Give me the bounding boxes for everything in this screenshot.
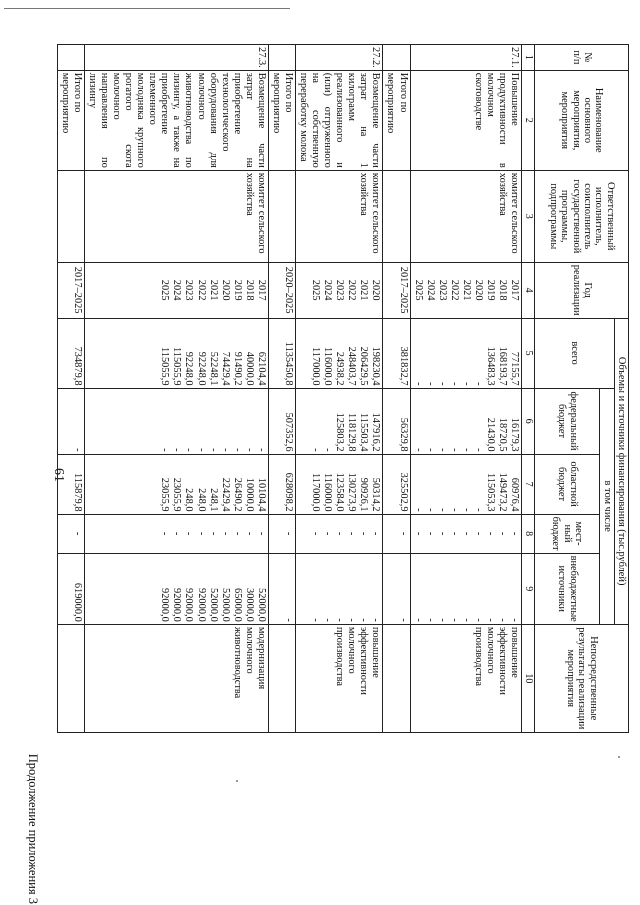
expected-result: повышение эффективности молочного производства <box>296 624 383 732</box>
federal-amount-value: 16179,3 <box>509 417 521 452</box>
federal-amount-value: - <box>159 448 171 452</box>
year-value: 2019 <box>485 279 496 301</box>
extrabudget-amount-value: 92000,0 <box>183 588 195 622</box>
total-amount-value: 62104,4 <box>255 351 267 386</box>
total-amount <box>410 318 522 388</box>
federal-amount-value: - <box>310 448 322 452</box>
federal-amount <box>84 388 268 454</box>
grand-extrabudget: 619000,0 <box>57 553 84 624</box>
expected-result: повышение эффективности молочного производства <box>410 624 522 732</box>
responsible-executor: комитет сельского хозяйства <box>84 170 268 262</box>
local-amount-value: - <box>509 531 521 536</box>
local-amount-value: - <box>195 531 207 536</box>
federal-amount-value: - <box>424 448 436 452</box>
page-number: 61 <box>51 468 66 482</box>
local-amount-value: - <box>370 531 382 536</box>
table-row <box>296 45 383 733</box>
year-value: 2025 <box>159 279 171 301</box>
regional-amount <box>410 454 522 514</box>
extrabudget-amount-value: 92000,0 <box>171 588 183 622</box>
local-amount-value: - <box>497 531 509 536</box>
regional-amount <box>296 454 383 514</box>
column-number: 6 <box>522 388 535 454</box>
regional-amount-value: 60976,4 <box>509 477 521 512</box>
header-name: Наименование основного мероприятия, мероприятия <box>535 70 629 170</box>
extrabudget-amount-value: - <box>509 618 521 622</box>
regional-amount-value: 115053,3 <box>485 472 496 512</box>
year-value: 2023 <box>183 279 195 301</box>
federal-amount-value: 115503,4 <box>358 412 370 452</box>
header-extrabudget: внебюджетные источники <box>535 553 600 624</box>
year-value: 2022 <box>448 279 460 301</box>
regional-amount <box>84 454 268 514</box>
regional-amount-value: 149473,2 <box>497 472 509 512</box>
grand-regional: 628098,2 <box>268 454 295 514</box>
regional-amount-value: - <box>412 508 424 512</box>
column-number: 9 <box>522 553 535 624</box>
federal-amount-value: 147916,2 <box>370 412 382 452</box>
header-including: в том числе <box>600 388 614 624</box>
header-local: мест-ный бюджет <box>535 514 600 553</box>
expected-result <box>383 624 410 732</box>
regional-amount-value: 248,1 <box>207 488 219 512</box>
header-results: Непосредственные результаты реализации мероприятия <box>535 624 629 732</box>
year-value: 2020 <box>370 279 382 301</box>
continuation-label: Продолжение приложения 3 <box>26 753 40 904</box>
total-amount-value: 116000,0 <box>322 346 334 386</box>
federal-amount-value: - <box>448 448 460 452</box>
responsible-executor <box>268 170 295 262</box>
expected-result: модернизация молочного животноводства <box>84 624 268 732</box>
federal-amount-value: - <box>219 448 231 452</box>
local-amount-value: - <box>358 531 370 536</box>
extrabudget-amount-value: - <box>412 618 424 622</box>
year-value: 2017 <box>509 279 521 301</box>
grand-federal: 56329,8 <box>383 388 410 454</box>
federal-amount-value: - <box>322 448 334 452</box>
extrabudget-amount-value: - <box>310 618 322 622</box>
local-amount-value: - <box>346 531 358 536</box>
regional-amount-value: 123584,0 <box>334 472 346 512</box>
regional-amount-value: 50314,2 <box>370 477 382 512</box>
regional-amount-value: 23055,9 <box>171 477 183 512</box>
header-year: Год реализации <box>535 262 629 318</box>
scan-edge-line <box>4 8 290 9</box>
regional-amount-value: 23055,9 <box>159 477 171 512</box>
total-amount-value: - <box>424 382 436 386</box>
row-number <box>268 45 295 71</box>
grand-local: - <box>57 514 84 553</box>
local-amount-value: - <box>412 531 424 536</box>
extrabudget-amount-value: 30000,0 <box>243 588 255 622</box>
total-amount-value: - <box>448 382 460 386</box>
total-amount-value: 168193,7 <box>497 346 509 386</box>
column-number: 5 <box>522 318 535 388</box>
extrabudget-amount-value: - <box>448 618 460 622</box>
local-amount-value: - <box>159 531 171 536</box>
extrabudget-amount-value: - <box>322 618 334 622</box>
header-total: всего <box>535 318 614 388</box>
extrabudget-amount-value: 52000,0 <box>219 588 231 622</box>
column-number: 2 <box>522 70 535 170</box>
year-value: 2024 <box>322 279 334 301</box>
total-amount-value: - <box>412 382 424 386</box>
year-value: 2017 <box>255 279 267 301</box>
total-amount-value: - <box>472 382 484 386</box>
regional-amount-value: 90926,1 <box>358 477 370 512</box>
federal-amount-value: - <box>436 448 448 452</box>
local-amount-value: - <box>310 531 322 536</box>
year <box>410 262 522 318</box>
grand-total: 381832,7 <box>383 318 410 388</box>
local-amount-value: - <box>183 531 195 536</box>
extrabudget-amount-value: - <box>472 618 484 622</box>
total-row <box>57 45 84 733</box>
regional-amount-value: - <box>436 508 448 512</box>
regional-amount-value: 117000,0 <box>310 472 322 512</box>
row-number <box>57 45 84 71</box>
column-number: 7 <box>522 454 535 514</box>
federal-amount-value: - <box>243 448 255 452</box>
grand-federal: - <box>57 388 84 454</box>
grand-extrabudget: - <box>383 553 410 624</box>
grand-total: 1135450,8 <box>268 318 295 388</box>
federal-amount-value: - <box>195 448 207 452</box>
total-amount-value: 91490,2 <box>231 351 243 386</box>
responsible-executor <box>57 170 84 262</box>
regional-amount-value: - <box>424 508 436 512</box>
extrabudget-amount-value: 52000,0 <box>255 588 267 622</box>
total-amount-value: - <box>460 382 472 386</box>
regional-amount-value: 248,0 <box>195 488 207 512</box>
year-value: 2022 <box>346 279 358 301</box>
local-amount-value: - <box>219 531 231 536</box>
grand-local: - <box>268 514 295 553</box>
extrabudget-amount-value: 65000,0 <box>231 588 243 622</box>
extrabudget-amount-value: - <box>334 618 346 622</box>
row-number <box>383 45 410 71</box>
year <box>296 262 383 318</box>
grand-extrabudget: - <box>268 553 295 624</box>
row-number: 27.1. <box>410 45 522 71</box>
local-amount-value: - <box>322 531 334 536</box>
year-value: 2025 <box>310 279 322 301</box>
total-row <box>383 45 410 733</box>
total-amount-value: 52248,1 <box>207 351 219 386</box>
year-value: 2024 <box>171 279 183 301</box>
extrabudget-amount-value: 52000,0 <box>207 588 219 622</box>
total-amount <box>296 318 383 388</box>
local-amount-value: - <box>231 531 243 536</box>
total-amount-value: 198230,4 <box>370 346 382 386</box>
total-label: Итого по мероприятию <box>57 70 84 170</box>
federal-amount-value: - <box>412 448 424 452</box>
federal-amount-value: - <box>231 448 243 452</box>
expected-result <box>57 624 84 732</box>
column-number: 4 <box>522 262 535 318</box>
year-value: 2018 <box>243 279 255 301</box>
extrabudget-amount-value: 92000,0 <box>195 588 207 622</box>
total-amount-value: 115055,9 <box>171 346 183 386</box>
local-amount-value: - <box>460 531 472 536</box>
extrabudget-amount-value: - <box>346 618 358 622</box>
regional-amount-value: - <box>460 508 472 512</box>
total-label: Итого по мероприятию <box>268 70 295 170</box>
row-number: 27.3. <box>84 45 268 71</box>
regional-amount-value: - <box>448 508 460 512</box>
grand-federal: 507352,6 <box>268 388 295 454</box>
total-amount-value: 248403,7 <box>346 346 358 386</box>
activity-name: Повышение продуктивности в молочном скотоводстве <box>410 70 522 170</box>
year-value: 2018 <box>497 279 509 301</box>
total-label: Итого по мероприятию <box>383 70 410 170</box>
federal-amount-value: - <box>460 448 472 452</box>
year-value: 2019 <box>231 279 243 301</box>
grand-regional: 325502,9 <box>383 454 410 514</box>
extrabudget-amount-value: - <box>497 618 509 622</box>
year-value: 2022 <box>195 279 207 301</box>
total-years: 2020–2025 <box>268 262 295 318</box>
regional-amount-value: 26490,2 <box>231 477 243 512</box>
table-body <box>57 45 521 733</box>
local-amount <box>84 514 268 553</box>
year-value: 2025 <box>412 279 424 301</box>
federal-amount-value: 21430,0 <box>485 417 496 452</box>
year-value: 2021 <box>460 279 472 301</box>
grand-local: - <box>383 514 410 553</box>
extrabudget-amount-value: - <box>436 618 448 622</box>
extrabudget-amount-value: - <box>370 618 382 622</box>
local-amount-value: - <box>207 531 219 536</box>
total-years: 2017–2025 <box>383 262 410 318</box>
column-number: 8 <box>522 514 535 553</box>
federal-amount-value: - <box>255 448 267 452</box>
federal-amount-value: 125803,2 <box>334 412 346 452</box>
extrabudget-amount-value: - <box>485 618 496 622</box>
federal-amount-value: 118129,8 <box>346 412 358 452</box>
table-row <box>84 45 268 733</box>
total-amount-value: 117000,0 <box>310 346 322 386</box>
local-amount <box>410 514 522 553</box>
column-number: 3 <box>522 170 535 262</box>
year-value: 2023 <box>436 279 448 301</box>
header-federal: федеральный бюджет <box>535 388 600 454</box>
total-amount-value: 136483,3 <box>485 346 496 386</box>
financing-table <box>57 44 629 733</box>
header-regional: областной бюджет <box>535 454 600 514</box>
total-amount <box>84 318 268 388</box>
total-amount-value: 206429,5 <box>358 346 370 386</box>
federal-amount-value: 18720,5 <box>497 417 509 452</box>
regional-amount-value: - <box>472 508 484 512</box>
extrabudget-amount <box>84 553 268 624</box>
local-amount-value: - <box>472 531 484 536</box>
grand-total: 734879,8 <box>57 318 84 388</box>
regional-amount-value: 22429,4 <box>219 477 231 512</box>
regional-amount-value: 10104,4 <box>255 477 267 512</box>
year-value: 2020 <box>219 279 231 301</box>
extrabudget-amount-value: 92000,0 <box>159 588 171 622</box>
local-amount-value: - <box>255 531 267 536</box>
responsible-executor <box>383 170 410 262</box>
local-amount-value: - <box>424 531 436 536</box>
column-number: 1 <box>522 45 535 71</box>
extrabudget-amount-value: - <box>424 618 436 622</box>
rotated-document <box>26 44 632 904</box>
activity-name: Возмещение части затрат на приобретение технологического оборудования для молочного животноводства по лизингу, а также на приобретение племенного молодняка крупного рогатого скота молочного направления по лизингу <box>84 70 268 170</box>
total-amount-value: 74429,4 <box>219 351 231 386</box>
local-amount-value: - <box>171 531 183 536</box>
extrabudget-amount <box>296 553 383 624</box>
federal-amount <box>296 388 383 454</box>
header-volumes: Объемы и источники финансирования (тыс.рублей) <box>614 318 628 624</box>
total-years: 2017–2025 <box>57 262 84 318</box>
year-value: 2024 <box>424 279 436 301</box>
local-amount-value: - <box>243 531 255 536</box>
extrabudget-amount <box>410 553 522 624</box>
regional-amount-value: 130273,9 <box>346 472 358 512</box>
header-responsible: Ответственный исполнитель, соисполнитель государственной программы, подпрограммы <box>535 170 629 262</box>
regional-amount-value: 116000,0 <box>322 472 334 512</box>
total-row <box>268 45 295 733</box>
total-amount-value: 115055,9 <box>159 346 171 386</box>
extrabudget-amount-value: - <box>460 618 472 622</box>
total-amount-value: - <box>436 382 448 386</box>
grand-regional: 115879,8 <box>57 454 84 514</box>
table-row <box>410 45 522 733</box>
total-amount-value: 77155,7 <box>509 351 521 386</box>
local-amount-value: - <box>485 531 496 536</box>
year <box>84 262 268 318</box>
column-number-row <box>522 45 535 733</box>
local-amount-value: - <box>436 531 448 536</box>
year-value: 2023 <box>334 279 346 301</box>
row-number: 27.2. <box>296 45 383 71</box>
local-amount <box>296 514 383 553</box>
regional-amount-value: 10000,0 <box>243 477 255 512</box>
total-amount-value: 24938,2 <box>334 351 346 386</box>
federal-amount-value: - <box>183 448 195 452</box>
responsible-executor: комитет сельского хозяйства <box>296 170 383 262</box>
expected-result <box>268 624 295 732</box>
federal-amount <box>410 388 522 454</box>
responsible-executor: комитет сельского хозяйства <box>410 170 522 262</box>
federal-amount-value: - <box>171 448 183 452</box>
local-amount-value: - <box>448 531 460 536</box>
year-value: 2021 <box>207 279 219 301</box>
year-value: 2021 <box>358 279 370 301</box>
year-value: 2020 <box>472 279 484 301</box>
federal-amount-value: - <box>207 448 219 452</box>
extrabudget-amount-value: - <box>358 618 370 622</box>
activity-name: Возмещение части затрат на 1 килограмм реализованного и (или) отгруженного на собственную переработку молока <box>296 70 383 170</box>
total-amount-value: 92248,0 <box>183 351 195 386</box>
total-amount-value: 40000,0 <box>243 351 255 386</box>
header-num: № п/п <box>535 45 629 71</box>
total-amount-value: 92248,0 <box>195 351 207 386</box>
column-number: 10 <box>522 624 535 732</box>
federal-amount-value: - <box>472 448 484 452</box>
regional-amount-value: 248,0 <box>183 488 195 512</box>
local-amount-value: - <box>334 531 346 536</box>
